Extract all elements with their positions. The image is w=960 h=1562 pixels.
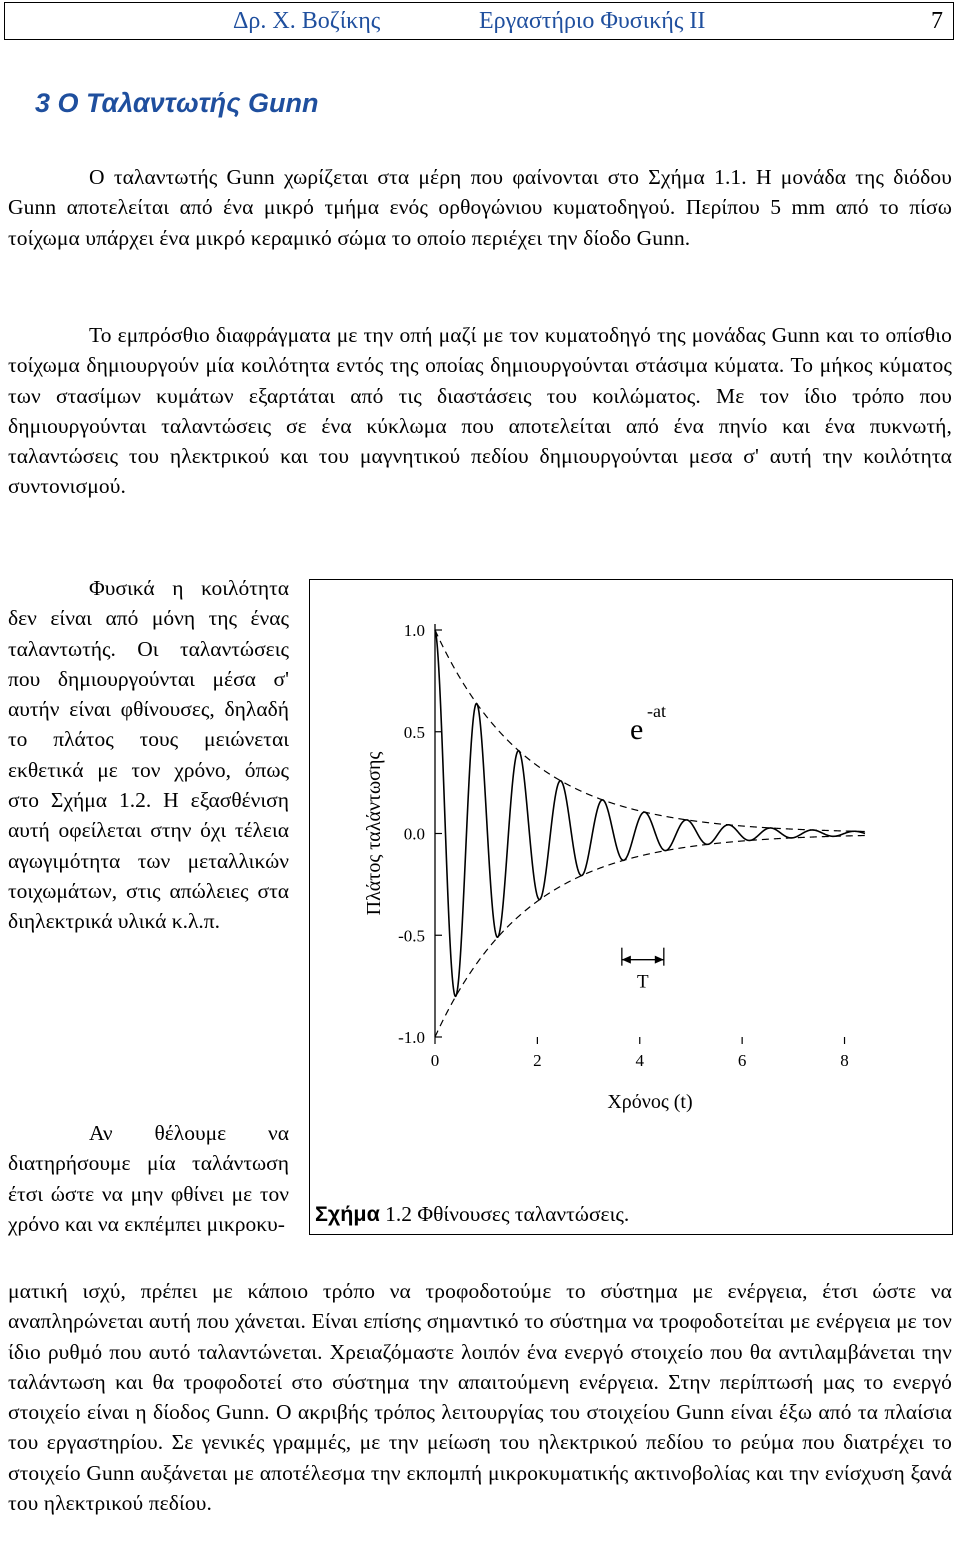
envelope-label-exponent: -at [647, 701, 666, 721]
y-tick-label: 0.5 [403, 722, 425, 742]
header-author: Δρ. Χ. Βοζίκης [233, 8, 381, 34]
header-course: Εργαστήριο Φυσικής ΙΙ [479, 8, 706, 34]
paragraph-damping: Φυσικά η κοιλότητα δεν είναι από μόνη της ένας ταλαντωτής. Οι ταλαντώσεις που δημιουργούνται μέσα σ' αυτήν είναι φθίνουσες, δηλαδή το πλάτος τους μειώνεται εκθετικά με τον χρόνο, όπως στο Σχήμα 1.2. Η εξασθένιση αυτή οφείλεται στην όχι τέλεια αγωγιμότητα των μεταλλικών τοιχωμάτων, στις απώλειες στα διηλεκτρικά υλικά κ.λ.π. [8, 576, 289, 934]
y-tick-label: 0.0 [403, 824, 425, 844]
page-number: 7 [931, 8, 943, 34]
y-tick-label: -0.5 [398, 926, 425, 946]
paragraph-intro: Ο ταλαντωτής Gunn χωρίζεται στα μέρη που φαίνονται στο Σχήμα 1.1. Η μονάδα της διόδου Gunn αποτελείται από ένα μικρό τμήμα ενός ορθογώνιου κυματοδηγού. Περίπου 5 mm από το πίσω τοίχωμα υπάρχει ένα μικρό κεραμικό σώμα το οποίο περιέχει την δίοδο Gunn. [8, 165, 952, 250]
section-title: 3 Ο Ταλαντωτής Gunn [35, 88, 319, 118]
y-tick-label: 1.0 [403, 621, 425, 640]
caption-text: 1.2 Φθίνουσες ταλαντώσεις. [385, 1202, 630, 1226]
damped-oscillation-chart [330, 600, 940, 1120]
chart-curves [435, 630, 865, 1037]
envelope-label-base: e [630, 713, 644, 746]
x-tick-label: 4 [635, 1051, 645, 1070]
x-tick-label: 2 [533, 1051, 542, 1070]
paragraph-sustain-rest: ματική ισχύ, πρέπει με κάποιο τρόπο να τροφοδοτούμε το σύστημα με ενέργεια, έτσι ώστε να αναπληρώνεται αυτή που χάνεται. Είναι επίσης σημαντικό το σύστημα να τροφοδοτείται με ενέργεια με τον ίδιο ρυθμό που αυτό ταλαντώνεται. Χρειαζόμαστε λοιπόν ένα ενεργό στοιχείο που θα αντιλαμβάνεται την ταλάντωση και θα τροφοδοτεί στο σύστημα την απαιτούμενη ενέργεια. Στην περίπτωσή μας το ενεργό στοιχείο είναι η δίοδος Gunn. Ο ακριβής τρόπος λειτουργίας του στοιχείου Gunn είναι έξω από τα πλαίσια του εργαστηρίου. Σε γενικές γραμμές, με την μείωση του ηλεκτρικού πεδίου το ρεύμα που διατρέχει το στοιχείο Gunn αυξάνεται με αποτέλεσμα την εκπομπή μικροκυματικής ακτινοβολίας και την ενίσχυση ξανά του ηλεκτρικού πεδίου. [8, 1279, 952, 1516]
y-tick-label: -1.0 [398, 1028, 425, 1047]
chart-labels [363, 621, 849, 1113]
x-tick-label: 8 [840, 1051, 849, 1070]
y-axis-label: Πλάτος ταλάντωσης [363, 751, 385, 916]
period-label: T [637, 971, 649, 993]
lower-envelope [435, 836, 865, 1037]
period-arrow-right [655, 956, 664, 964]
oscillation-curve [435, 630, 865, 996]
paragraph-cavity: Το εμπρόσθιο διαφράγματα με την οπή μαζί με τον κυματοδηγό της μονάδας Gunn και το οπίσθιο τοίχωμα δημιουργούν μία κοιλότητα εντός της οποίας δημιουργούνται στάσιμα κύματα. Το μήκος κύματος των στασίμων κυμάτων εξαρτάται από τις διαστάσεις του κοιλώματος. Με τον ίδιο τρόπο που δημιουργούνται ταλαντώσεις σε ένα κύκλωμα που αποτελείται από ένα πηνίο και ένα πυκνωτή, ταλαντώσεις του ηλεκτρικού και του μαγνητικού πεδίου δημιουργούνται μεσα σ' αυτή την κοιλότητα συντονισμού. [8, 323, 952, 499]
upper-envelope [435, 630, 865, 831]
caption-label: Σχήμα [315, 1202, 380, 1226]
x-tick-label: 6 [737, 1051, 747, 1070]
x-tick-label: 0 [430, 1051, 440, 1070]
period-arrow-left [622, 956, 631, 964]
figure-caption [315, 1202, 629, 1227]
paragraph-sustain-start: Αν θέλουμε να διατηρήσουμε μία ταλάντωση έτσι ώστε να μην φθίνει με τον χρόνο και να εκπέμπει μικροκυ- [8, 1121, 289, 1236]
x-axis-label: Χρόνος (t) [607, 1091, 693, 1113]
page-header [4, 2, 954, 40]
